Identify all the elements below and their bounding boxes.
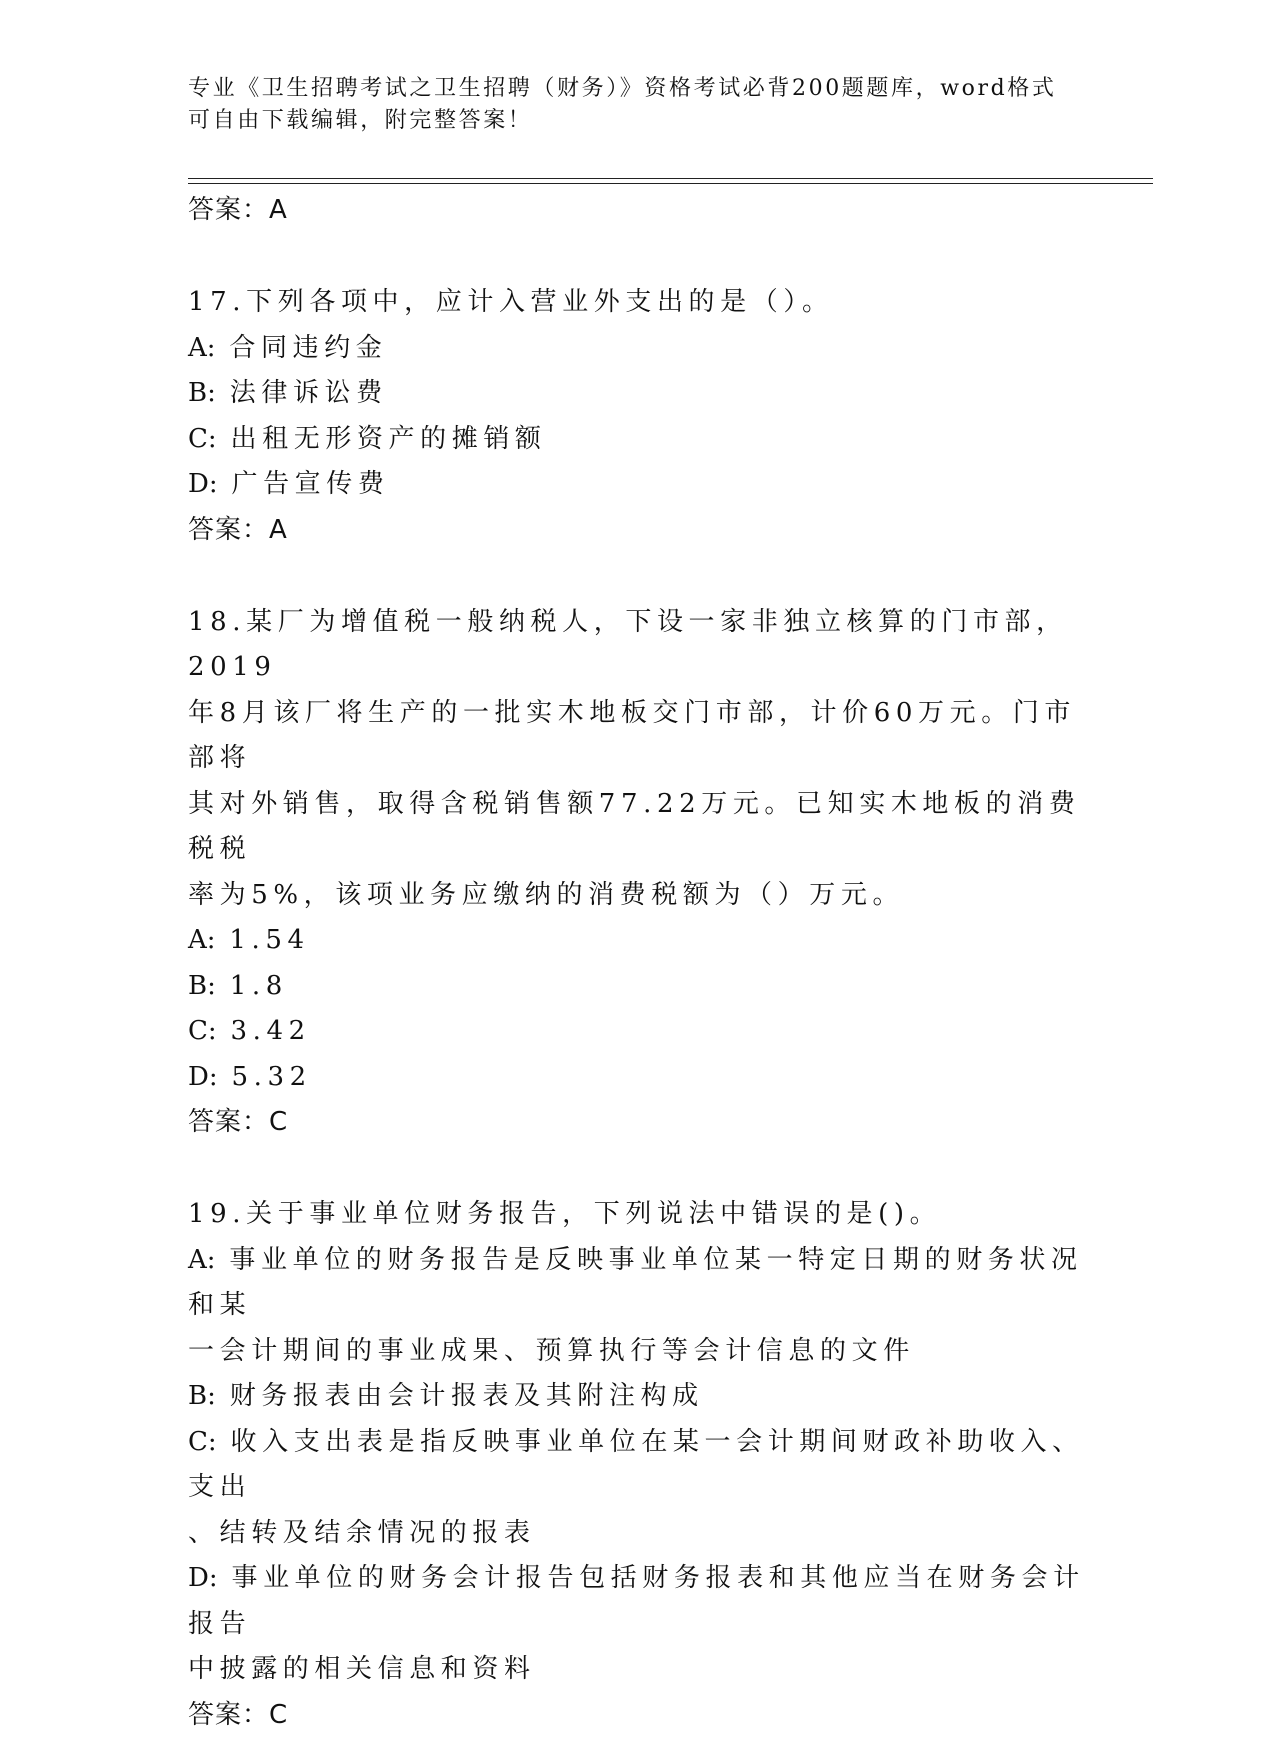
question-17 [188,280,1088,553]
question-17-text: 17.下列各项中，应计入营业外支出的是（）。 [188,287,834,317]
option-text: 合同违约金 [215,332,388,363]
question-content [188,188,1088,1738]
question-19-option-c-line-1 [188,1420,1088,1511]
document-header [188,73,1068,137]
question-19-option-d-line-2: 中披露的相关信息和资料 [188,1654,536,1684]
option-text: 5.32 [217,1061,312,1092]
option-text: 出租无形资产的摊销额 [216,423,547,454]
option-label: A: [188,332,216,363]
option-text: 1.8 [215,970,288,1001]
question-18-line-3: 其对外销售，取得含税销售额77.22万元。已知实木地板的消费税税 [188,788,1081,864]
option-label: D: [188,1563,218,1593]
question-17-option-b [188,371,1088,417]
option-text: 财务报表由会计报表及其附注构成 [215,1381,704,1411]
answer-prefix: 答案： [188,514,270,545]
question-19 [188,1192,1088,1738]
option-label: B: [188,1381,216,1411]
question-18-option-b [188,964,1088,1010]
answer-prefix: 答案： [188,195,270,225]
option-text: 收入支出表是指反映事业单位在某一会计期间财政补助收入、支出 [188,1426,1084,1502]
question-18-option-d [188,1055,1088,1101]
question-19-text: 19.关于事业单位财务报告，下列说法中错误的是()。 [188,1199,942,1229]
question-19-option-c-line-2: 、结转及结余情况的报表 [188,1517,536,1548]
answer-value: A [269,514,288,545]
question-18-option-c [188,1009,1088,1055]
spacer [188,553,1088,600]
question-17-option-a [188,326,1088,372]
option-label: A: [188,925,216,955]
question-17-option-d [188,462,1088,508]
spacer [188,233,1088,280]
header-rule-bottom [188,183,1153,184]
question-17-option-c [188,417,1088,463]
answer-line [188,188,1088,233]
answer-line [188,1100,1088,1145]
option-label: C: [188,1016,217,1046]
answer-value: C [269,1699,289,1730]
answer-prefix: 答案： [188,1107,270,1137]
answer-value: C [269,1107,289,1137]
spacer [188,1145,1088,1192]
question-19-option-d-line-1 [188,1556,1088,1647]
option-label: D: [188,469,218,499]
question-18-line-2: 年8月该厂将生产的一批实木地板交门市部，计价60万元。门市部将 [188,697,1077,773]
answer-prefix: 答案： [188,1699,270,1730]
header-line-2: 可自由下载编辑，附完整答案！ [188,108,533,133]
answer-value: A [269,195,288,225]
option-label: C: [188,423,217,454]
option-label: A: [188,1244,216,1275]
question-18 [188,600,1088,1146]
answer-line [188,508,1088,553]
option-label: B: [188,970,216,1001]
question-18-line-4: 率为5%，该项业务应缴纳的消费税额为（）万元。 [188,879,905,910]
option-text: 3.42 [216,1016,311,1046]
question-19-option-a-line-1 [188,1238,1088,1329]
option-text: 法律诉讼费 [215,378,388,408]
header-rule-top [188,178,1153,179]
answer-line [188,1693,1088,1738]
question-18-line-1: 18.某厂为增值税一般纳税人，下设一家非独立核算的门市部，2019 [188,606,1068,682]
option-text: 事业单位的财务报告是反映事业单位某一特定日期的财务状况和某 [188,1244,1083,1320]
option-label: C: [188,1426,217,1457]
option-text: 事业单位的财务会计报告包括财务报表和其他应当在财务会计报告 [188,1563,1085,1639]
option-label: D: [188,1061,218,1092]
question-18-option-a [188,918,1088,964]
question-19-option-b [188,1374,1088,1420]
option-label: B: [188,378,216,408]
question-19-option-a-line-2: 一会计期间的事业成果、预算执行等会计信息的文件 [188,1335,915,1366]
option-text: 广告宣传费 [217,469,390,499]
option-text: 1.54 [215,925,310,955]
header-line-1: 专业《卫生招聘考试之卫生招聘（财务）》资格考试必背200题题库，word格式 [188,76,1057,101]
